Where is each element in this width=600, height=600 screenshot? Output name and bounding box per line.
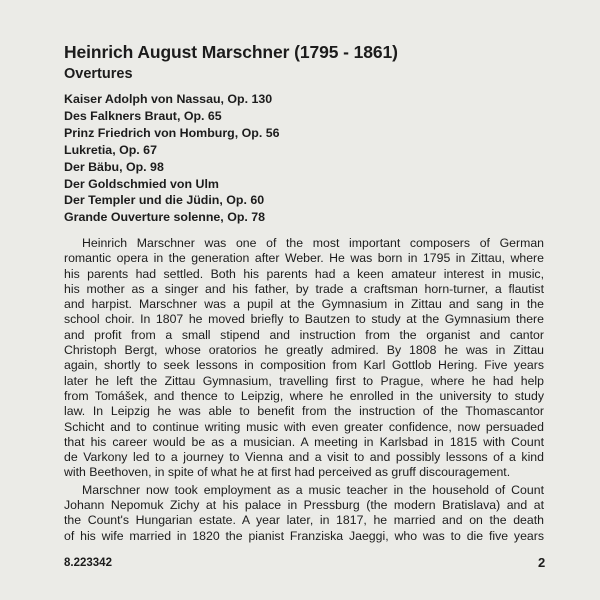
text-line: his mother as a singer and his father, by trade a craftsman horn-turner, a flautist <box>64 281 544 296</box>
work-item: Der Templer und die Jüdin, Op. 60 <box>64 193 265 208</box>
paragraph-biography-1 <box>64 236 544 481</box>
text-line: law. In Leipzig he was able to benefit from the instruction of the Thomascantor <box>64 404 544 419</box>
text-line: and harpist. Marschner was a pupil at the Gymnasium in Zittau and sang in the <box>64 297 544 312</box>
genre-subheading: Overtures <box>64 66 133 82</box>
page-number: 2 <box>538 555 546 570</box>
work-item: Des Falkners Braut, Op. 65 <box>64 108 222 123</box>
works-list <box>64 91 280 226</box>
text-line: Schicht and to continue writing music with even greater confidence, now persuaded <box>64 419 544 434</box>
text-line: his parents had settled. Both his parents had a keen amateur interest in music, <box>64 266 544 281</box>
text-line: Christoph Bergt, whose oratorios he greatly admired. By 1808 he was in Zittau <box>64 343 544 358</box>
text-line: the Count's Hungarian estate. A year later, in 1817, he married and on the death <box>64 513 544 528</box>
paragraph-biography-2 <box>64 483 544 544</box>
text-line: and profit from a small stipend and instruction from the organist and cantor <box>64 327 544 342</box>
work-item: Der Goldschmied von Ulm <box>64 176 219 191</box>
composer-heading: Heinrich August Marschner (1795 - 1861) <box>64 42 398 62</box>
work-item: Grande Ouverture solenne, Op. 78 <box>64 210 266 225</box>
text-line: of his wife married in 1820 the pianist Franziska Jaeggi, who was to die five years <box>64 528 544 543</box>
work-item: Kaiser Adolph von Nassau, Op. 130 <box>64 92 273 106</box>
work-item: Prinz Friedrich von Homburg, Op. 56 <box>64 125 280 140</box>
body-text <box>64 236 544 544</box>
text-line: de Varkony led to a journey to Vienna and a visit to and possibly lessons of a kind <box>64 450 544 465</box>
text-line: Heinrich Marschner was one of the most important composers of German <box>82 236 544 250</box>
text-line: from Tomášek, and thence to Leipzig, where he enrolled in the university to study <box>64 388 544 403</box>
text-line: romantic opera in the generation after Weber. He was born in 1795 in Zittau, where <box>64 251 544 266</box>
catalogue-number: 8.223342 <box>64 557 112 569</box>
text-line: school choir. In 1807 he moved briefly to Bautzen to study at the Gymnasium there <box>64 312 544 327</box>
work-item: Der Bäbu, Op. 98 <box>64 159 164 174</box>
text-line: that his career would be as a musician. A meeting in Karlsbad in 1815 with Count <box>64 434 544 449</box>
text-line: with Beethoven, in spite of what he at first had perceived as gruff discouragement. <box>64 465 511 480</box>
text-line: Johann Nepomuk Zichy at his palace in Pressburg (the modern Bratislava) and at <box>64 498 544 513</box>
text-line: Marschner now took employment as a music teacher in the household of Count <box>82 482 544 497</box>
text-line: again, shortly to seek lessons in composition from Karl Gottlob Hering. Five years <box>64 358 544 373</box>
work-item: Lukretia, Op. 67 <box>64 142 157 157</box>
text-line: later he left the Zittau Gymnasium, travelling first to Prague, where he had help <box>64 373 544 388</box>
